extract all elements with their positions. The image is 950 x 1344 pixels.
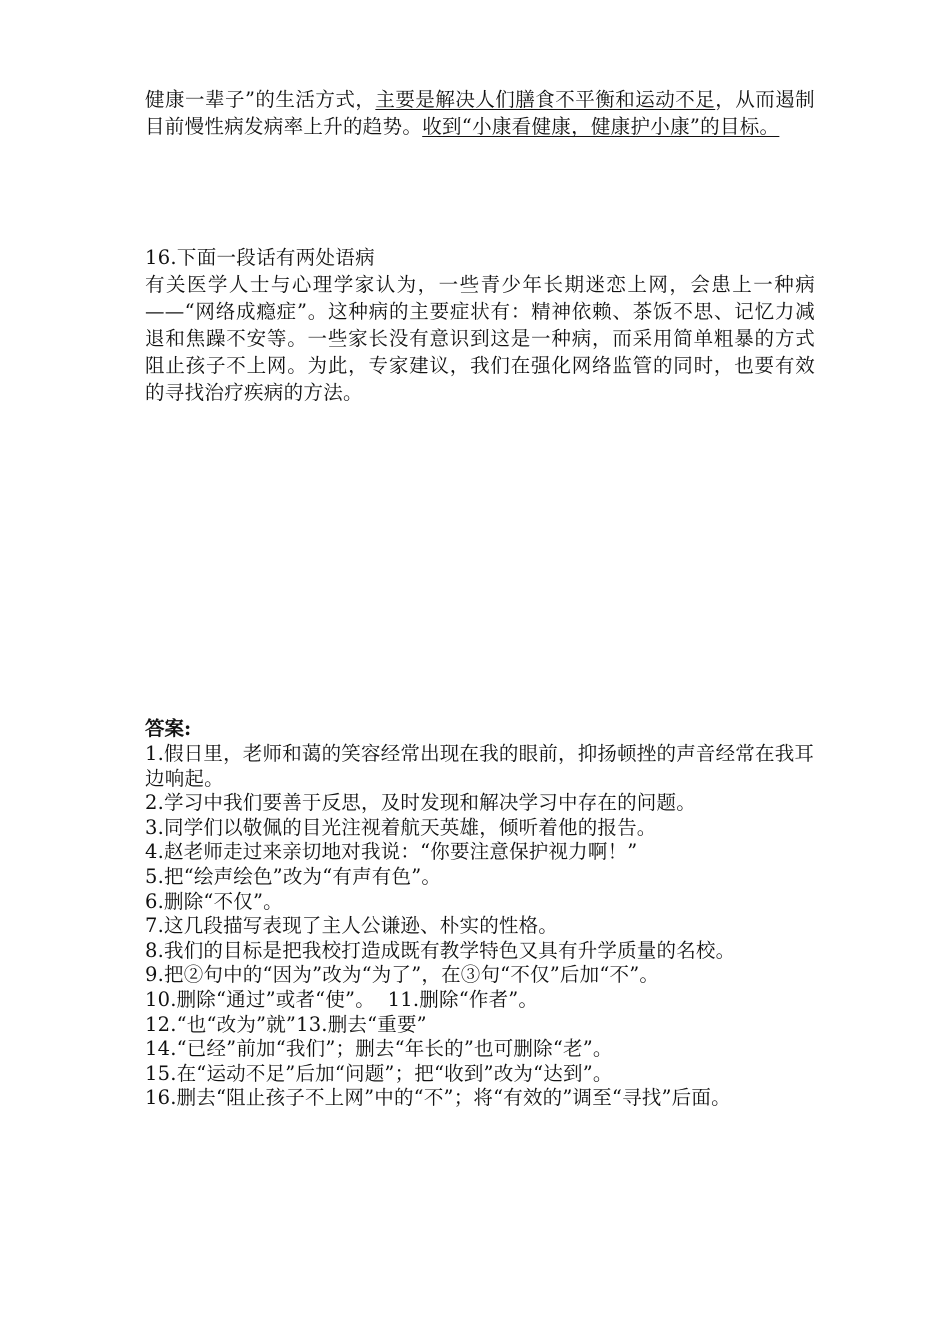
answer-item: 9.把②句中的“因为”改为“为了”，在③句“不仅”后加“不”。 [145,963,660,987]
answer-item: 3.同学们以敬佩的目光注视着航天英雄，倾听着他的报告。 [145,815,657,839]
answers-block [145,715,815,1111]
top-underlined-1: 主要是解决人们膳食不平衡和运动不足 [375,88,716,111]
answer-item: 2.学习中我们要善于反思，及时发现和解决学习中存在的问题。 [145,791,696,815]
question-16-text: 有关医学人士与心理学家认为，一些青少年长期迷恋上网，会患上一种病——“网络成瘾症”。这种病的主要症状有：精神依赖、茶饭不思、记忆力减退和焦躁不安等。一些家长没有意识到这是一种病，而采用简单粗暴的方式阻止孩子不上网。为此，专家建议，我们在强化网络监管的同时，也要有效的寻找治疗疾病的方法。 [145,273,815,404]
answer-item: 5.把“绘声绘色”改为“有声有色”。 [145,864,442,888]
answer-item: 14.“已经”前加“我们”；删去“年长的”也可删除“老”。 [145,1037,613,1061]
question-16-block [145,244,815,406]
document-page [145,86,815,1110]
top-paragraph [145,86,815,140]
top-text-1: 健康一辈子”的生活方式， [145,88,376,111]
answer-item: 8.我们的目标是把我校打造成既有教学特色又具有升学质量的名校。 [145,938,736,962]
answer-item: 15.在“运动不足”后加“问题”；把“收到”改为“达到”。 [145,1061,613,1085]
answer-item: 16.删去“阻止孩子不上网”中的“不”；将“有效的”调至“寻找”后面。 [145,1086,731,1110]
answer-item: 10.删除“通过”或者“使”。 11.删除“作者”。 [145,987,539,1011]
answer-item: 4.赵老师走过来亲切地对我说：“你要注意保护视力啊！” [145,840,638,864]
answer-item: 7.这几段描写表现了主人公谦逊、朴实的性格。 [145,914,559,938]
top-underlined-2: 收到“小康看健康，健康护小康”的目标。 [422,115,780,138]
answer-item: 1.假日里，老师和蔼的笑容经常出现在我的眼前，抑扬顿挫的声音经常在我耳边响起。 [145,742,815,790]
answers-title: 答案: [145,717,192,740]
answer-item: 6.删除“不仅”。 [145,889,283,913]
answer-item: 12.“也“改为”就”13.删去“重要” [145,1012,427,1036]
top-text-2: ，从而遏制目前慢性病发病率上升的趋势。 [145,88,815,138]
question-16-heading: 16.下面一段话有两处语病 [145,246,375,269]
